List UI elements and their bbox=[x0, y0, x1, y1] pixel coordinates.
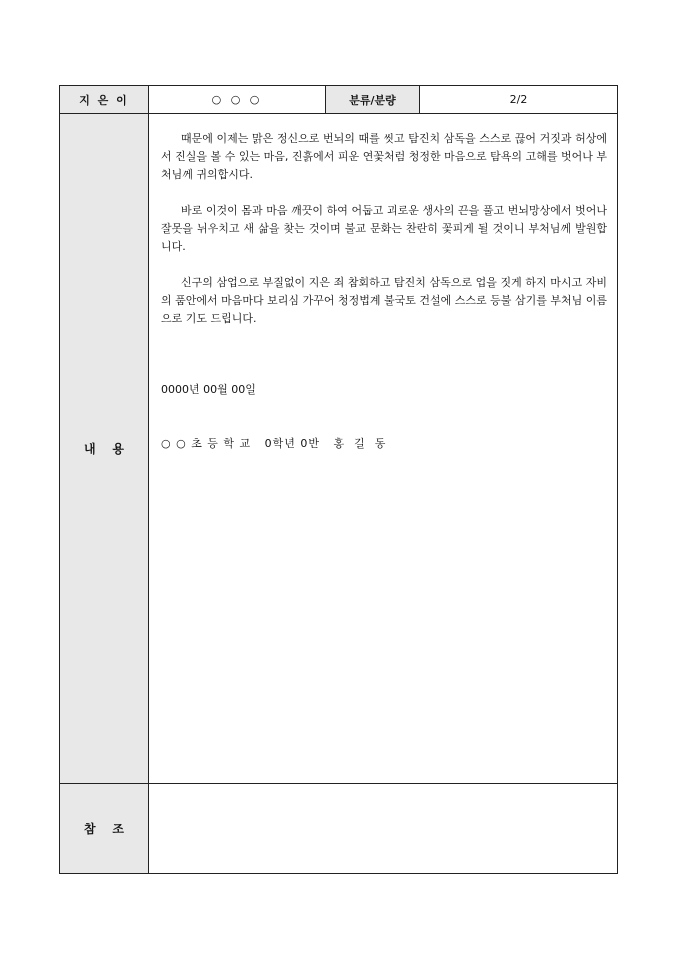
document-form bbox=[59, 85, 618, 874]
content-body bbox=[149, 114, 617, 453]
author-value: ○ ○ ○ bbox=[149, 86, 326, 114]
category-label: 분류/분량 bbox=[326, 86, 420, 114]
category-value: 2/2 bbox=[420, 86, 618, 114]
content-cell bbox=[149, 114, 618, 784]
content-signature: ○ ○ 초 등 학 교 0학년 0반 홍 길 동 bbox=[161, 437, 387, 450]
author-label: 지 은 이 bbox=[60, 86, 149, 114]
content-date: 0000년 00월 00일 bbox=[161, 383, 256, 396]
reference-row bbox=[60, 784, 618, 874]
reference-value bbox=[149, 784, 618, 874]
reference-label: 참 조 bbox=[60, 784, 149, 874]
content-label: 내 용 bbox=[60, 114, 149, 784]
header-row bbox=[60, 86, 618, 114]
content-paragraph-1: 때문에 이제는 맑은 정신으로 번뇌의 때를 씻고 탐진치 삼독을 스스로 끊어 거짓과 허상에서 진실을 볼 수 있는 마음, 진흙에서 피운 연꽃처럼 청정한 마음으로 탐욕의 고해를 벗어나 부처님께 귀의합시다. bbox=[161, 132, 607, 181]
content-row bbox=[60, 114, 618, 784]
content-paragraph-3: 신구의 삼업으로 부질없이 지은 죄 참회하고 탐진치 삼독으로 업을 짓게 하지 마시고 자비의 품안에서 마음마다 보리심 가꾸어 청정법계 불국토 건설에 스스로 등불 삼기를 부처님 이름으로 기도 드립니다. bbox=[161, 276, 607, 325]
content-paragraph-2: 바로 이것이 몸과 마음 깨끗이 하여 어둡고 괴로운 생사의 끈을 풀고 번뇌망상에서 벗어나 잘못을 뉘우치고 새 삶을 찾는 것이며 불교 문화는 찬란히 꽃피게 될 것이니 부처님께 발원합니다. bbox=[161, 204, 607, 253]
